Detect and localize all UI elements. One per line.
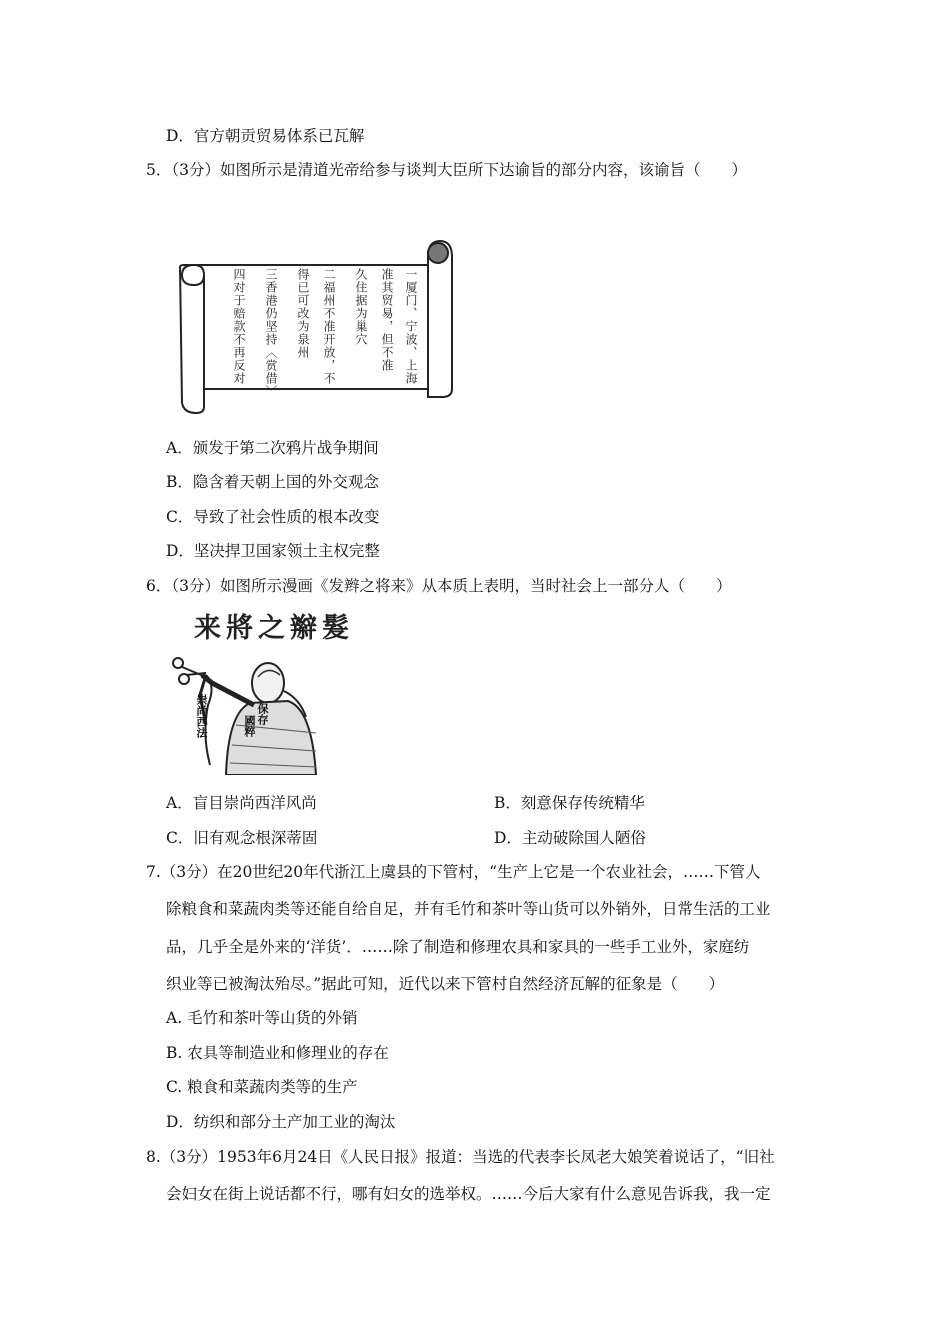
scroll-column-6: 三香港仍坚持〈赏借〉 <box>264 268 278 398</box>
scroll-column-4: 二福州不准开放，不 <box>322 268 336 385</box>
q5-option-c: C．导致了社会性质的根本改变 <box>166 508 380 526</box>
scroll-column-5: 得已可改为泉州 <box>296 268 310 359</box>
q4-option-d: D．官方朝贡贸易体系已瓦解 <box>166 127 365 145</box>
q6-option-a: A．盲目崇尚西洋风尚 <box>166 794 317 812</box>
q7-line-2: 除粮食和菜蔬肉类等还能自给自足，并有毛竹和茶叶等山货可以外销外，日常生活的工业 <box>166 900 771 918</box>
cartoon-label-left: 崇尚西法 <box>195 694 208 738</box>
scroll-column-2: 准其贸易，但不准 <box>380 268 394 372</box>
q7-option-a: A. 毛竹和茶叶等山货的外销 <box>166 1009 358 1027</box>
q6-stem: 6．（3分）如图所示漫画《发辫之将来》从本质上表明，当时社会上一部分人（ ） <box>146 577 732 595</box>
q7-option-c: C. 粮食和菜蔬肉类等的生产 <box>166 1078 358 1096</box>
q6-option-b: B．刻意保存传统精华 <box>494 794 645 812</box>
q7-line-4: 织业等已被淘汰殆尽。”据此可知，近代以来下管村自然经济瓦解的征象是（ ） <box>166 975 725 993</box>
cartoon-title: 来將之辮髮 <box>194 613 354 644</box>
q5-option-b: B．隐含着天朝上国的外交观念 <box>166 473 379 491</box>
cartoon-label-right-1: 保存 <box>256 703 269 725</box>
scroll-column-3: 久住据为巢穴 <box>354 268 368 346</box>
scroll-column-7: 四对于赔款不再反对 <box>232 268 246 385</box>
q5-option-d: D．坚决捍卫国家领土主权完整 <box>166 542 380 560</box>
q7-line-1: 7.（3分）在20世纪20年代浙江上虞县的下管村，“生产上它是一个农业社会，……下管人 <box>146 863 761 881</box>
q7-option-b: B. 农具等制造业和修理业的存在 <box>166 1044 389 1062</box>
q5-option-a: A．颁发于第二次鸦片战争期间 <box>166 439 379 457</box>
q8-line-2: 会妇女在街上说话都不行，哪有妇女的选举权。……今后大家有什么意见告诉我，我一定 <box>166 1185 771 1203</box>
q8-line-1: 8.（3分）1953年6月24日《人民日报》报道：当选的代表李长凤老大娘笑着说话了，“旧社 <box>146 1148 775 1166</box>
q5-stem: 5．（3分）如图所示是清道光帝给参与谈判大臣所下达谕旨的部分内容，该谕旨（ ） <box>146 161 747 179</box>
scroll-column-1: 一厦门、宁波、上海 <box>404 268 418 385</box>
q7-option-d: D．纺织和部分土产加工业的淘汰 <box>166 1113 396 1131</box>
q7-line-3: 品，几乎全是外来的‘洋货’．……除了制造和修理农具和家具的一些手工业外，家庭纺 <box>166 938 750 956</box>
cartoon-illustration <box>166 605 381 775</box>
q6-option-d: D．主动破除国人陋俗 <box>494 829 646 847</box>
cartoon-label-right-2: 國粹 <box>243 715 256 737</box>
q6-option-c: C．旧有观念根深蒂固 <box>166 829 318 847</box>
